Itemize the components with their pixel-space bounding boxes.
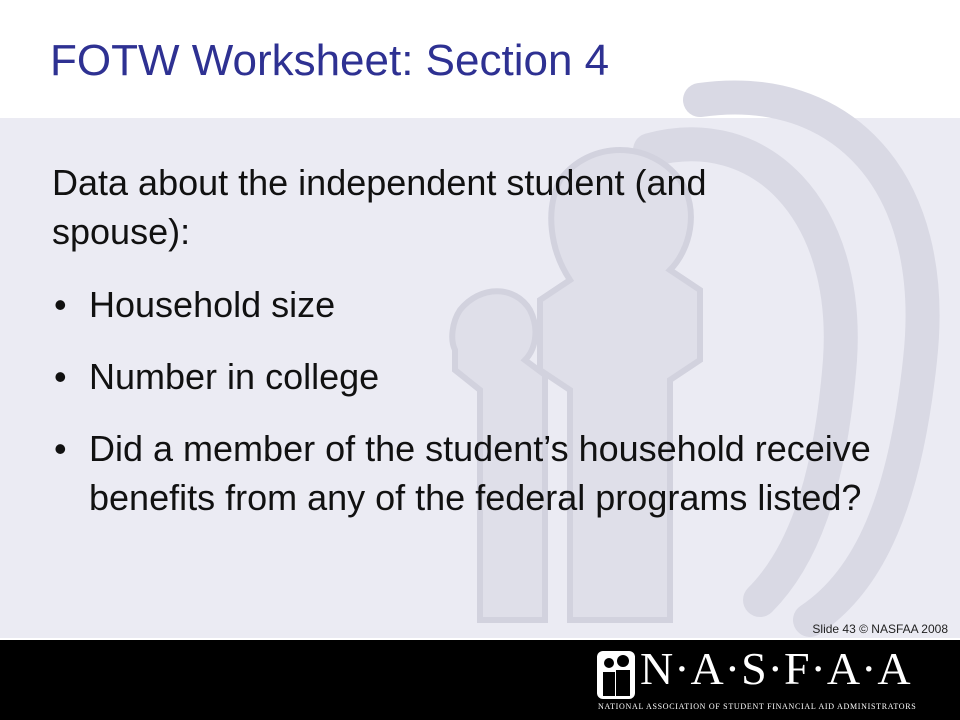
bullet-dot-icon: •: [54, 284, 67, 325]
bullet-item: [52, 424, 892, 522]
bullet-list: [52, 280, 892, 545]
bullet-text-federal-benefits: Did a member of the student’s household receive benefits from any of the federal programs listed?: [89, 428, 871, 518]
slide-title: FOTW Worksheet: Section 4: [50, 36, 610, 85]
bullet-item: [52, 352, 892, 401]
intro-text: Data about the independent student (and spouse):: [52, 162, 707, 252]
slide-number: Slide 43 © NASFAA 2008: [812, 622, 948, 636]
footer-bar: [0, 640, 960, 720]
nasfaa-logo: [596, 643, 952, 716]
nasfaa-people-icon: [596, 650, 636, 700]
bullet-text-number-in-college: Number in college: [89, 356, 380, 397]
nasfaa-tagline: NATIONAL ASSOCIATION OF STUDENT FINANCIAL AID ADMINISTRATORS: [598, 702, 917, 711]
bullet-dot-icon: •: [54, 356, 67, 397]
bullet-text-household-size: Household size: [89, 284, 336, 325]
bullet-dot-icon: •: [54, 428, 67, 469]
nasfaa-wordmark: N·A·S·F·A·A: [640, 643, 912, 694]
bullet-item: [52, 280, 892, 329]
